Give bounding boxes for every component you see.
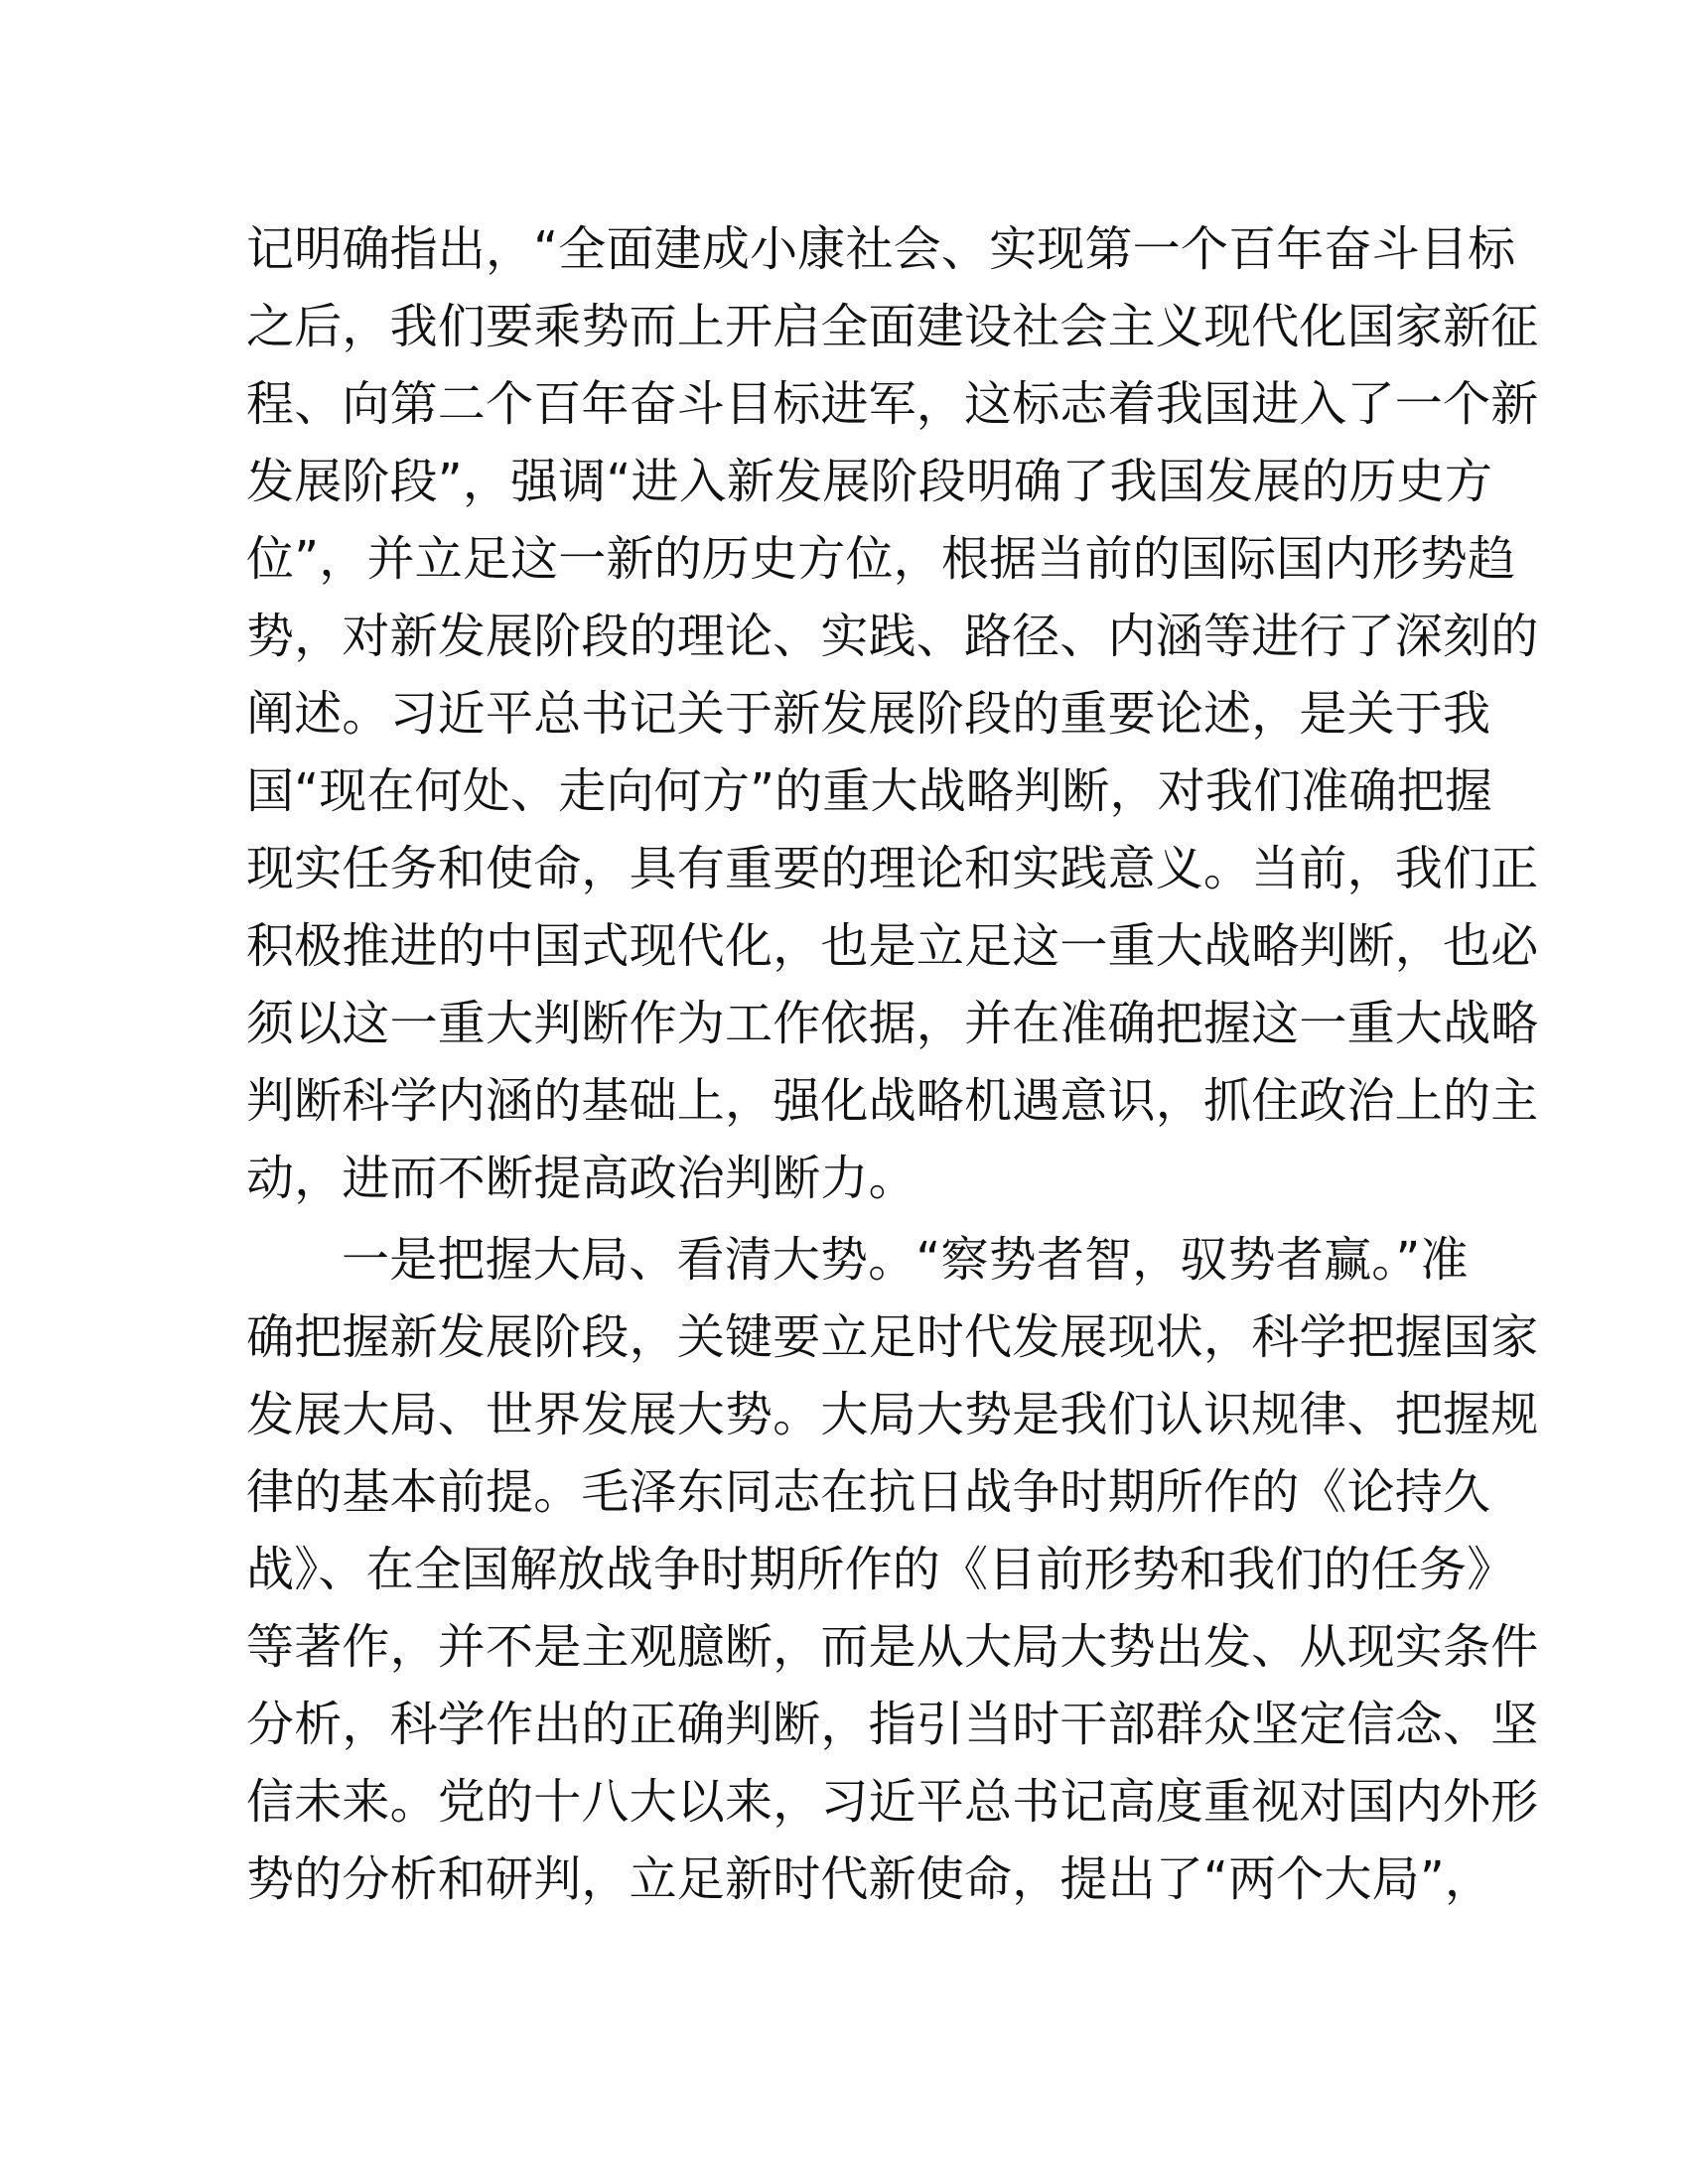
paragraph-line: 律的基本前提。毛泽东同志在抗日战争时期所作的《论持久 bbox=[246, 1464, 1491, 1520]
paragraph-line: 程、向第二个百年奋斗目标进军，这标志着我国进入了一个新 bbox=[246, 376, 1539, 432]
paragraph-line: 位”，并立足这一新的历史方位，根据当前的国际国内形势趋 bbox=[246, 531, 1516, 587]
paragraph-line: 发展阶段”，强调“进入新发展阶段明确了我国发展的历史方 bbox=[246, 454, 1493, 509]
paragraph-line: 积极推进的中国式现代化，也是立足这一重大战略判断，也必 bbox=[246, 918, 1539, 974]
paragraph-line: 确把握新发展阶段，关键要立足时代发展现状，科学把握国家 bbox=[246, 1309, 1539, 1365]
paragraph-line: 一是把握大局、看清大势。“察势者智，驭势者赢。”准 bbox=[342, 1232, 1469, 1288]
paragraph-line: 判断科学内涵的基础上，强化战略机遇意识，抓住政治上的主 bbox=[246, 1073, 1539, 1129]
paragraph-line: 势，对新发展阶段的理论、实践、路径、内涵等进行了深刻的 bbox=[246, 609, 1539, 664]
paragraph-1 bbox=[246, 210, 1539, 1217]
paragraph-line: 现实任务和使命，具有重要的理论和实践意义。当前，我们正 bbox=[246, 841, 1539, 896]
paragraph-line: 国“现在何处、走向何方”的重大战略判断，对我们准确把握 bbox=[246, 763, 1493, 819]
paragraph-2 bbox=[246, 1221, 1539, 1918]
paragraph-line: 阐述。习近平总书记关于新发展阶段的重要论述，是关于我 bbox=[246, 686, 1491, 742]
paragraph-line: 记明确指出，“全面建成小康社会、实现第一个百年奋斗目标 bbox=[246, 221, 1516, 277]
paragraph-line: 发展大局、世界发展大势。大局大势是我们认识规律、把握规 bbox=[246, 1387, 1539, 1442]
paragraph-line: 势的分析和研判，立足新时代新使命，提出了“两个大局”， bbox=[246, 1851, 1493, 1907]
paragraph-line: 须以这一重大判断作为工作依据，并在准确把握这一重大战略 bbox=[246, 996, 1539, 1051]
paragraph-line: 分析，科学作出的正确判断，指引当时干部群众坚定信念、坚 bbox=[246, 1697, 1539, 1752]
paragraph-line: 信未来。党的十八大以来，习近平总书记高度重视对国内外形 bbox=[246, 1774, 1539, 1830]
paragraph-line: 之后，我们要乘势而上开启全面建设社会主义现代化国家新征 bbox=[246, 299, 1539, 354]
paragraph-line: 等著作，并不是主观臆断，而是从大局大势出发、从现实条件 bbox=[246, 1619, 1539, 1675]
paragraph-line: 动，进而不断提高政治判断力。 bbox=[246, 1151, 916, 1206]
paragraph-line: 战》、在全国解放战争时期所作的《目前形势和我们的任务》 bbox=[246, 1542, 1515, 1597]
